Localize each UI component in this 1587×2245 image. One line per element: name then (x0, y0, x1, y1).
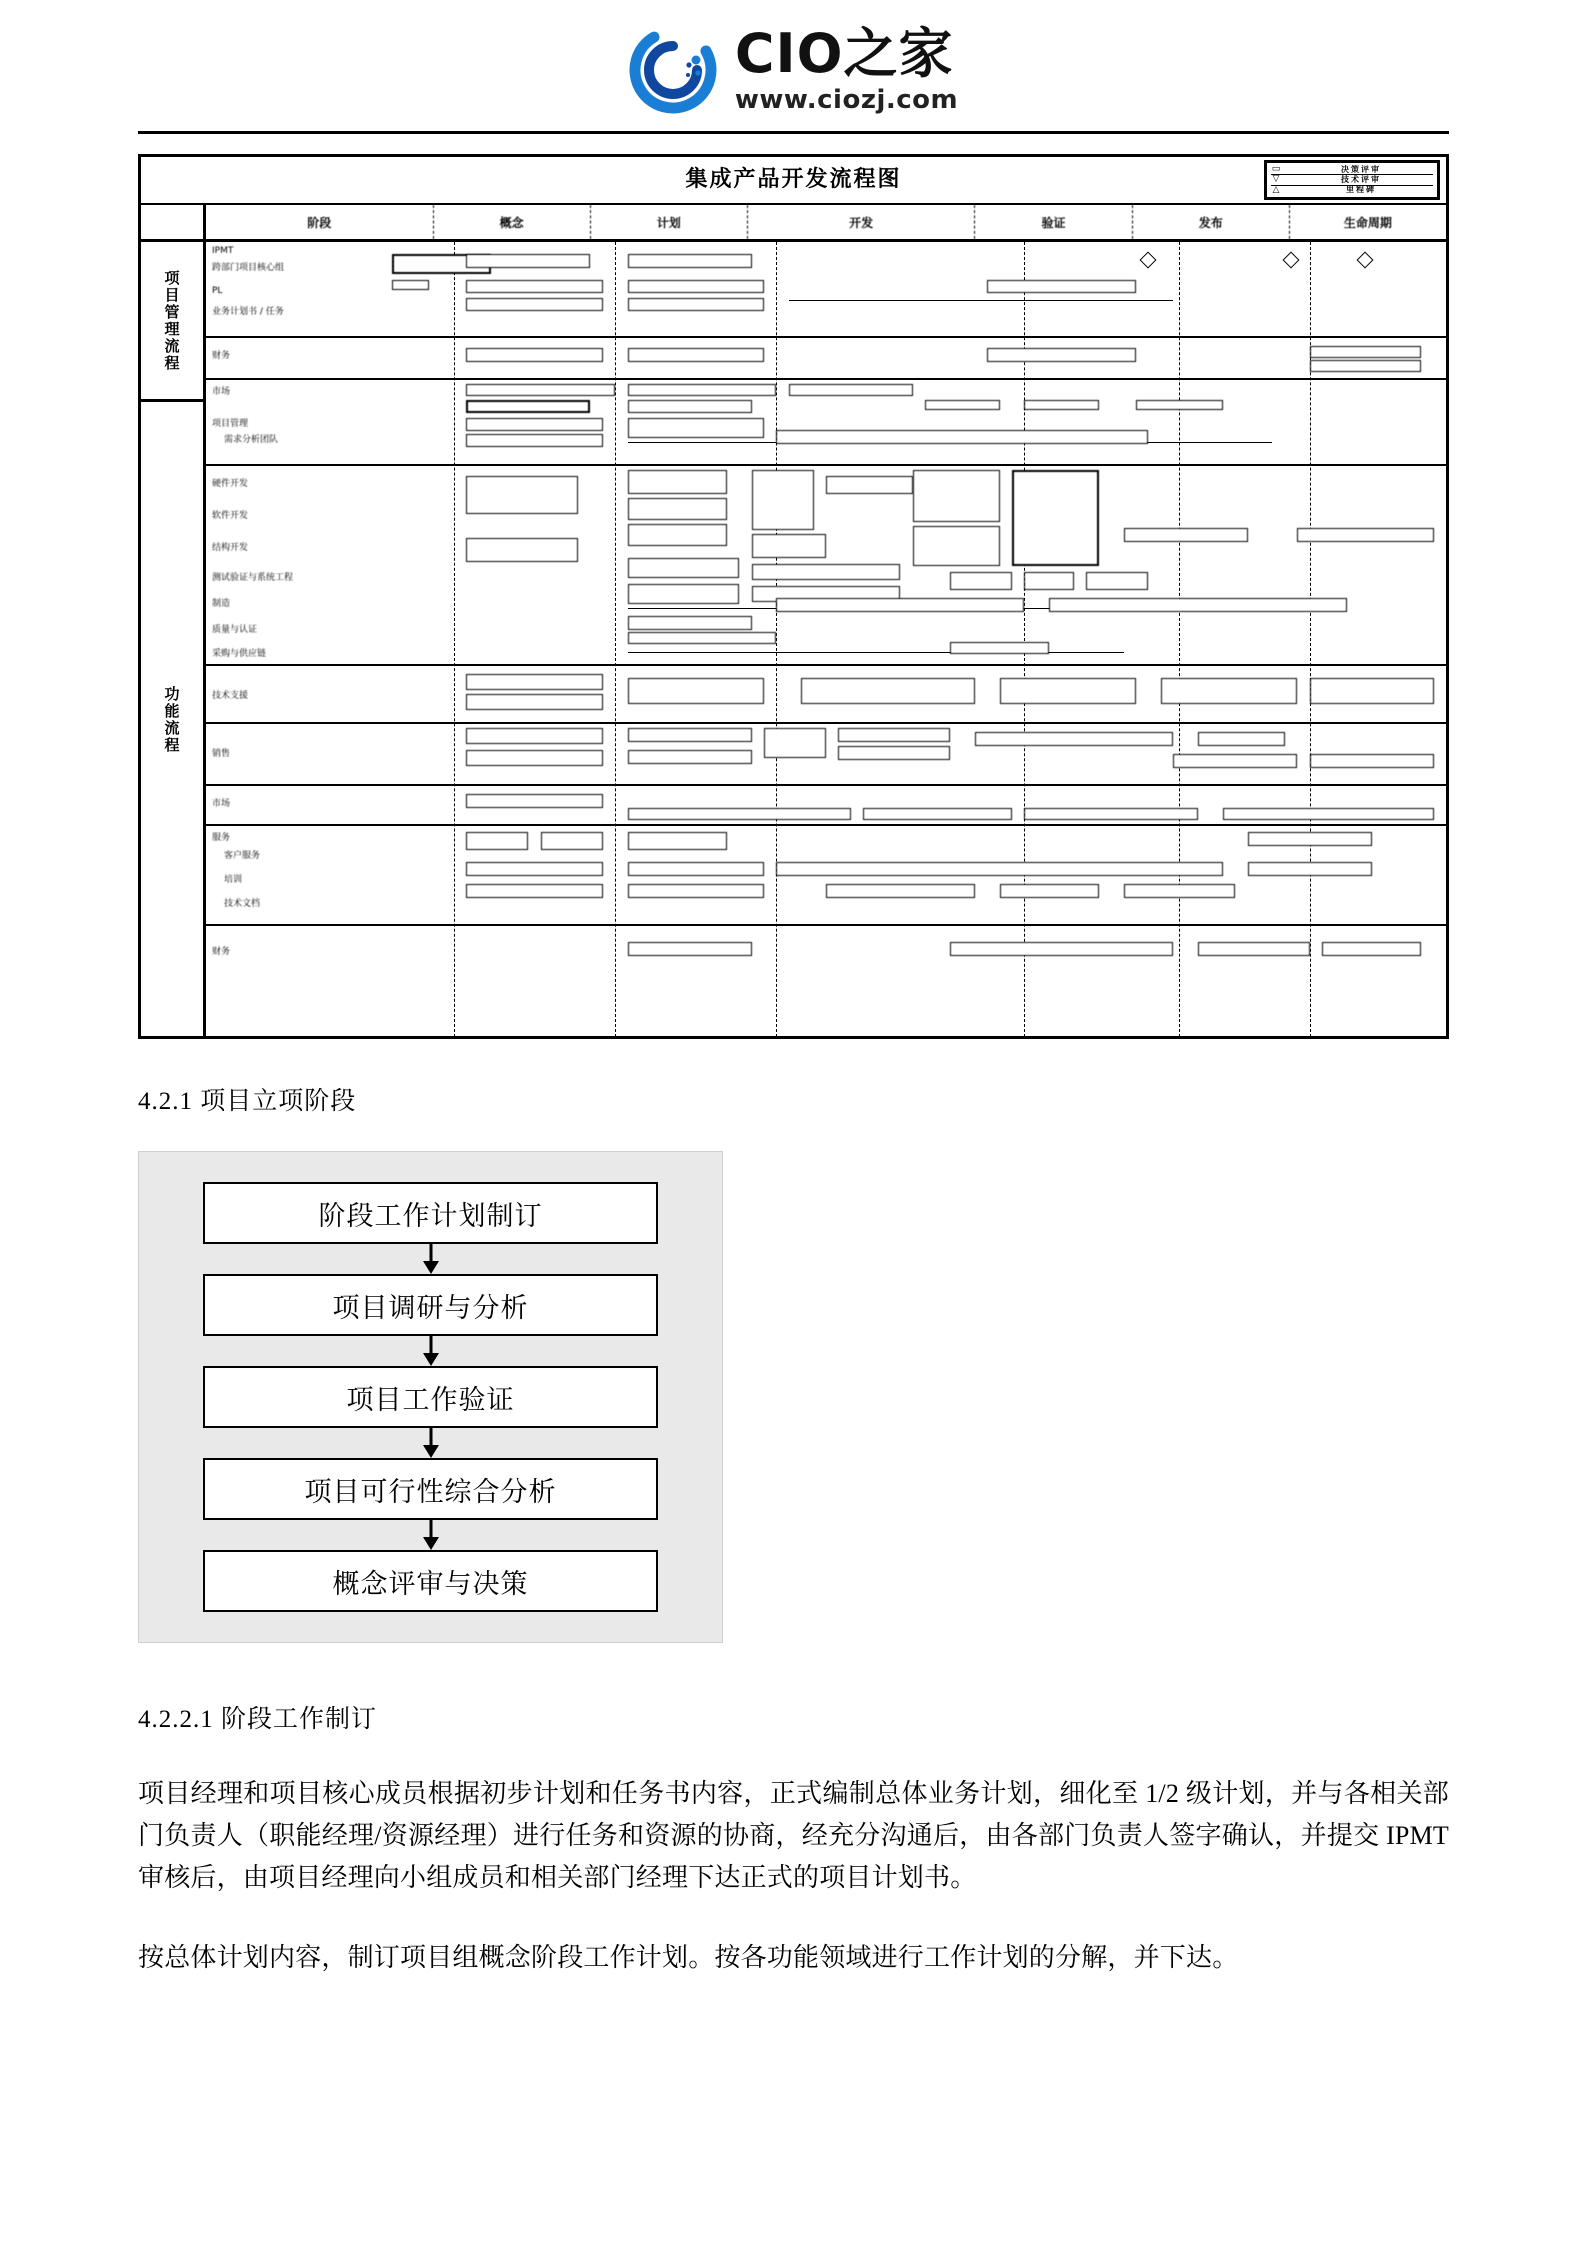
logo-title: CIO之家 (734, 22, 954, 85)
figure-node (1310, 678, 1434, 704)
figure-node (1124, 884, 1236, 898)
figure-node (1124, 528, 1248, 542)
figure-column-headers (141, 205, 1446, 242)
figure-node (628, 862, 764, 876)
figure-node (1248, 862, 1372, 876)
figure-node (764, 728, 826, 758)
figure-node (950, 642, 1049, 654)
figure-node (628, 280, 764, 293)
legend-item (1271, 165, 1433, 174)
column-header-concept: 概念 (434, 205, 591, 239)
row-label: 采购与供应链 (212, 649, 267, 659)
figure-node (628, 400, 752, 413)
figure-node (1310, 360, 1422, 372)
swimlane-row-finance (206, 338, 1446, 380)
legend-label: 技术评审 (1341, 174, 1381, 184)
swimlane-row-service (206, 786, 1446, 826)
row-label: 客户服务 (224, 851, 261, 861)
figure-node (1310, 346, 1422, 358)
figure-node (628, 728, 752, 742)
swimlane-row-development (206, 466, 1446, 666)
row-label: 财务 (212, 351, 231, 361)
figure-node (628, 632, 777, 644)
figure-node (1086, 572, 1148, 590)
figure-node (838, 746, 950, 760)
flow-arrow-1 (203, 1244, 658, 1274)
figure-title-bar (141, 157, 1446, 205)
figure-node (466, 400, 590, 413)
row-label: 需求分析团队 (224, 435, 279, 445)
row-label: 软件开发 (212, 511, 249, 521)
figure-node (801, 678, 975, 704)
section-heading-421: 4.2.1 项目立项阶段 (138, 1088, 357, 1115)
figure-node (1223, 808, 1434, 820)
figure-node (1297, 528, 1433, 542)
flow-step-3: 项目工作验证 (203, 1366, 658, 1428)
figure-node (628, 808, 851, 820)
figure-node (466, 538, 578, 562)
milestone-marker (1140, 252, 1157, 269)
swimlane-row-market (206, 380, 1446, 466)
figure-node (466, 280, 602, 293)
swimlane-row-sales (206, 724, 1446, 786)
figure-node (628, 254, 752, 268)
figure-node (1049, 598, 1347, 612)
figure-node (628, 616, 752, 630)
figure-node (628, 418, 764, 438)
figure-node (392, 280, 429, 290)
milestone-marker (1282, 252, 1299, 269)
row-label: 市场 (212, 799, 231, 809)
figure-node (466, 750, 602, 766)
figure-node (1322, 942, 1421, 956)
figure-node (950, 572, 1012, 590)
figure-node (1024, 400, 1098, 410)
swimlane-row-service-block (206, 826, 1446, 926)
figure-side-labels (141, 242, 206, 1037)
figure-node (1024, 572, 1074, 590)
legend-item (1271, 185, 1433, 195)
figure-node (752, 534, 826, 558)
figure-swimlanes (206, 242, 1446, 1037)
figure-node (466, 862, 602, 876)
legend-item (1271, 174, 1433, 184)
flow-step-4: 项目可行性综合分析 (203, 1458, 658, 1520)
figure-node (466, 674, 602, 690)
figure-node (1248, 832, 1372, 846)
figure-node (466, 728, 602, 744)
row-label: 硬件开发 (212, 479, 249, 489)
row-label: 销售 (212, 749, 231, 759)
row-label: 制造 (212, 599, 231, 609)
figure-node (466, 884, 602, 898)
milestone-icon: △ (1272, 184, 1282, 195)
figure-node (628, 558, 740, 578)
logo-url: www.ciozj.com (734, 85, 959, 115)
row-label: 培训 (224, 875, 243, 885)
figure-node (1136, 400, 1223, 410)
row-label: PL (212, 286, 223, 296)
figure-node (628, 678, 764, 704)
figure-node (628, 750, 752, 764)
side-label-function-process: 功能流程 (162, 685, 181, 754)
figure-node (466, 476, 578, 514)
figure-node (628, 498, 727, 520)
row-label: 服务 (212, 833, 231, 843)
column-header-lifecycle: 生命周期 (1343, 215, 1392, 230)
figure-node (628, 584, 740, 604)
figure-node (466, 298, 602, 311)
milestone-marker (1357, 252, 1374, 269)
figure-node (975, 732, 1173, 746)
figure-node (987, 280, 1136, 293)
flow-arrow-3 (203, 1428, 658, 1458)
row-label: 质量与认证 (212, 625, 258, 635)
figure-node (863, 808, 1012, 820)
figure-node (628, 942, 752, 956)
body-paragraph-2: 按总体计划内容，制订项目组概念阶段工作计划。按各功能领域进行工作计划的分解，并下达。 (138, 1943, 1239, 1973)
figure-node (776, 430, 1148, 444)
row-label: 测试验证与系统工程 (212, 573, 294, 583)
figure-node (628, 524, 727, 546)
figure-node (466, 384, 615, 396)
figure-node (1173, 754, 1297, 768)
figure-node (987, 348, 1136, 362)
row-label: 结构开发 (212, 543, 249, 553)
figure-node (913, 470, 1000, 522)
column-header-verify: 验证 (975, 205, 1132, 239)
figure-node (466, 694, 602, 710)
figure-node (776, 598, 1024, 612)
header-corner-spacer (141, 205, 206, 239)
figure-node (628, 470, 727, 494)
page-header (0, 0, 1587, 140)
column-header-plan: 计划 (591, 205, 748, 239)
figure-node (628, 298, 764, 311)
legend-label: 决策评审 (1341, 164, 1381, 174)
figure-node (466, 794, 602, 808)
figure-node (1000, 678, 1136, 704)
figure-node (1310, 754, 1434, 768)
row-label: 财务 (212, 947, 231, 957)
figure-node (628, 384, 777, 396)
figure-title: 集成产品开发流程图 (685, 167, 902, 192)
row-label: IPMT (212, 246, 234, 256)
ipd-flowchart-figure (138, 154, 1449, 1039)
figure-node (1012, 470, 1099, 566)
figure-node (950, 942, 1173, 956)
flow-step-2: 项目调研与分析 (203, 1274, 658, 1336)
row-label: 跨部门项目核心组 (212, 263, 285, 273)
decision-review-icon: ▭ (1271, 164, 1283, 175)
figure-node (826, 884, 975, 898)
section-heading-4221: 4.2.2.1 阶段工作制订 (138, 1706, 378, 1733)
figure-node (789, 384, 913, 396)
ciozj-circle-logo-icon (629, 26, 717, 114)
column-header-stage: 阶段 (206, 205, 434, 239)
figure-node (1198, 942, 1310, 956)
column-header-develop: 开发 (748, 205, 976, 239)
figure-legend (1264, 160, 1440, 200)
figure-node (466, 254, 590, 268)
figure-node (628, 832, 727, 850)
figure-node (466, 434, 602, 447)
row-label: 市场 (212, 387, 231, 397)
body-paragraph-1: 项目经理和项目核心成员根据初步计划和任务书内容，正式编制总体业务计划，细化至 1/2 级计划，并与各相关部门负责人（职能经理/资源经理）进行任务和资源的协商，经充分沟通后，由各部门负责人签字确认，并提交 IPMT 审核后，由项目经理向小组成员和相关部门经理下达正式的项目计划书。 (138, 1779, 1449, 1893)
row-label: 项目管理 (212, 419, 249, 429)
row-label: 技术支援 (212, 691, 249, 701)
figure-node (1024, 808, 1198, 820)
technical-review-icon: ▽ (1272, 174, 1282, 185)
figure-node (1198, 732, 1285, 746)
figure-node (752, 470, 814, 530)
figure-node (826, 476, 913, 494)
flow-arrow-4 (203, 1520, 658, 1550)
figure-node (776, 862, 1222, 876)
figure-node (838, 728, 950, 742)
figure-node (1161, 678, 1297, 704)
figure-node (628, 348, 764, 362)
figure-node (1000, 884, 1099, 898)
flow-arrow-2 (203, 1336, 658, 1366)
row-label: 业务计划书 / 任务 (212, 307, 284, 317)
figure-node (466, 832, 528, 850)
row-label: 技术文档 (224, 899, 261, 909)
swimlane-row-finance-bottom (206, 926, 1446, 978)
logo-text-block (734, 22, 959, 115)
flow-step-1: 阶段工作计划制订 (203, 1182, 658, 1244)
figure-node (913, 526, 1000, 566)
figure-node (752, 564, 901, 580)
figure-node (628, 884, 764, 898)
swimlane-row-pm-top (206, 242, 1446, 338)
header-divider (138, 131, 1449, 134)
figure-node (541, 832, 603, 850)
figure-node (466, 418, 602, 431)
site-logo (629, 22, 959, 115)
figure-grid-body (141, 242, 1446, 1037)
swimlane-row-support (206, 666, 1446, 724)
side-label-project-management: 项目管理流程 (141, 242, 203, 402)
flow-step-5: 概念评审与决策 (203, 1550, 658, 1612)
figure-node (466, 348, 602, 362)
project-initiation-flow-figure (138, 1151, 723, 1643)
legend-label: 里程碑 (1346, 185, 1376, 195)
column-header-release: 发布 (1133, 205, 1290, 239)
figure-node (925, 400, 999, 410)
